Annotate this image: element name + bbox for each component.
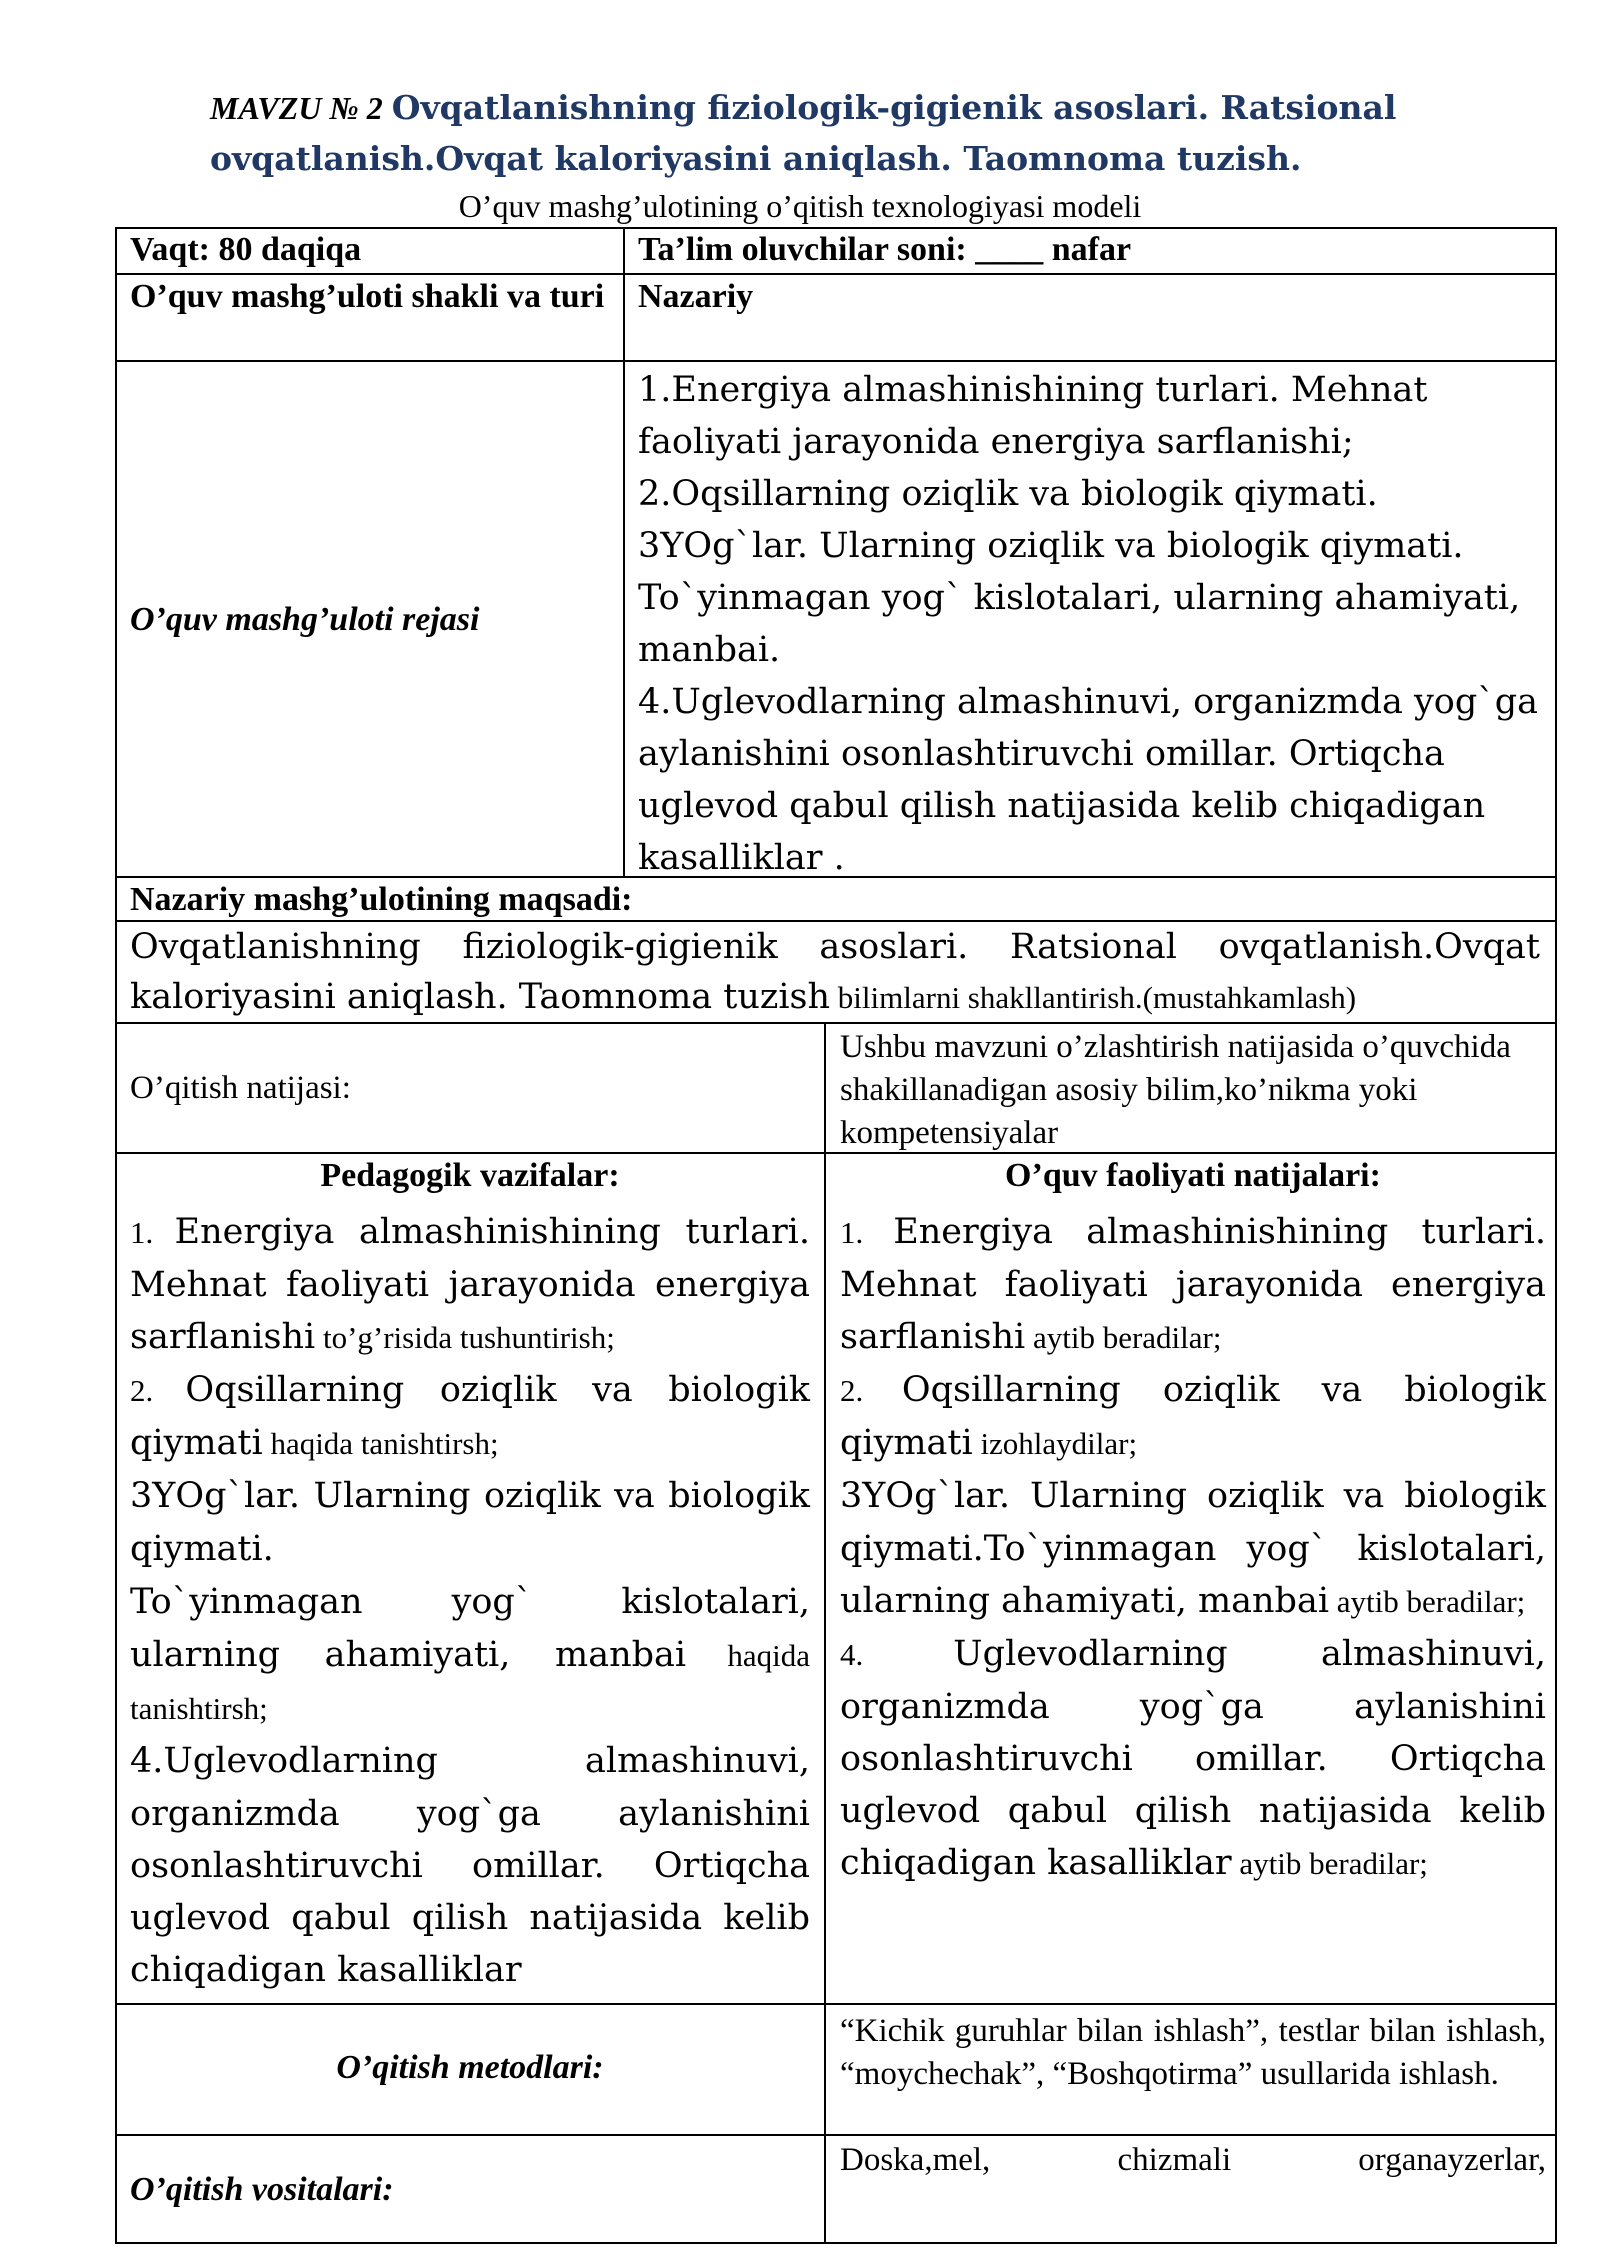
pedagogical-tasks-list [130,1206,810,1997]
result-label: O’qitish natijasi: [130,1070,351,1106]
topic-number: MAVZU № 2 [210,90,383,126]
lesson-form-label: O’quv mashg’uloti shakli va turi [130,278,605,315]
lesson-form-value: Nazariy [638,278,754,315]
lesson-goal-label: Nazariy mashg’ulotining maqsadi: [130,881,633,918]
document-title [210,82,1510,184]
pedagogical-task-item: 2. Oqsillarning oziqlik va biologik qiymati haqida tanishtirsh; [130,1370,810,1463]
teaching-methods-value: “Kichik guruhlar bilan ishlash”, testlar bilan ishlash, “moychechak”, “Boshqotirma” usullarida ishlash. [840,2013,1546,2092]
learning-outcome-item: 1. Energiya almashinishining turlari. Mehnat faoliyati jarayonida energiya sarflanishi aytib beradilar; [840,1212,1546,1357]
pedagogical-task-item: To`yinmagan yog` kislotalari, ularning ahamiyati, manbai haqida tanishtirsh; [130,1582,810,1726]
result-value: Ushbu mavzuni o’zlashtirish natijasida o’quvchida shakillanadigan asosiy bilim,ko’nikma yoki kompetensiyalar [840,1029,1511,1151]
plan-item: 3YOg`lar. Ularning oziqlik va biologik qiymati. To`yinmagan yog` kislotalari, ularning ahamiyati, manbai. [638,526,1521,670]
topic-title: Ovqatlanishning fiziologik-gigienik asoslari. Ratsional ovqatlanish.Ovqat kaloriyasini aniqlash. Taomnoma tuzish. [210,88,1397,178]
learning-outcome-item: 2. Oqsillarning oziqlik va biologik qiymati izohlaydilar; [840,1370,1546,1463]
learning-outcome-item: 4. Uglevodlarning almashinuvi, organizmda yog`ga aylanishini osonlashtiruvchi omillar. Ortiqcha uglevod qabul qilish natijasida kelib chiqadigan kasalliklar aytib beradilar; [840,1634,1546,1883]
teaching-methods-label: O’qitish metodlari: [336,2049,604,2086]
students-count-label: Ta’lim oluvchilar soni: ____ nafar [638,231,1132,268]
lesson-goal-tail: bilimlarni shakllantirish.(mustahkamlash) [830,980,1357,1015]
pedagogical-task-item: 3YOg`lar. Ularning oziqlik va biologik qiymati. [130,1476,810,1569]
lesson-goal-text [130,922,1540,1023]
pedagogical-task-item: 4.Uglevodlarning almashinuvi, organizmda yog`ga aylanishini osonlashtiruvchi omillar. Ortiqcha uglevod qabul qilish natijasida kelib chiqadigan kasalliklar [130,1741,810,1990]
lesson-goal-main: Ovqatlanishning fiziologik-gigienik asoslari. Ratsional ovqatlanish.Ovqat kaloriyasini aniqlash. Taomnoma tuzish [130,927,1540,1017]
plan-item: 4.Uglevodlarning almashinuvi, organizmda yog`ga aylanishini osonlashtiruvchi omillar. Ortiqcha uglevod qabul qilish natijasida kelib chiqadigan kasalliklar . [638,682,1539,878]
learning-outcome-item: 3YOg`lar. Ularning oziqlik va biologik qiymati.To`yinmagan yog` kislotalari, ularning ahamiyati, manbai aytib beradilar; [840,1476,1546,1621]
learning-outcomes-header: O’quv faoliyati natijalari: [1005,1157,1381,1194]
plan-item: 2.Oqsillarning oziqlik va biologik qiymati. [638,474,1378,514]
lesson-plan-label: O’quv mashg’uloti rejasi [130,601,480,638]
lesson-plan-list [638,364,1548,884]
learning-outcomes-list [840,1206,1546,1890]
teaching-tools-value: Doska,mel, chizmali organayzerlar, [840,2142,1546,2178]
teaching-tools-label: O’qitish vositalari: [130,2171,394,2208]
plan-item: 1.Energiya almashinishining turlari. Mehnat faoliyati jarayonida energiya sarflanishi; [638,370,1428,462]
pedagogical-tasks-header: Pedagogik vazifalar: [320,1157,620,1194]
duration-label: Vaqt: 80 daqiqa [130,231,362,268]
pedagogical-task-item: 1. Energiya almashinishining turlari. Mehnat faoliyati jarayonida energiya sarflanishi to’g’risida tushuntirish; [130,1212,810,1357]
document-subtitle: O’quv mashg’ulotining o’qitish texnologiyasi modeli [458,188,1142,224]
